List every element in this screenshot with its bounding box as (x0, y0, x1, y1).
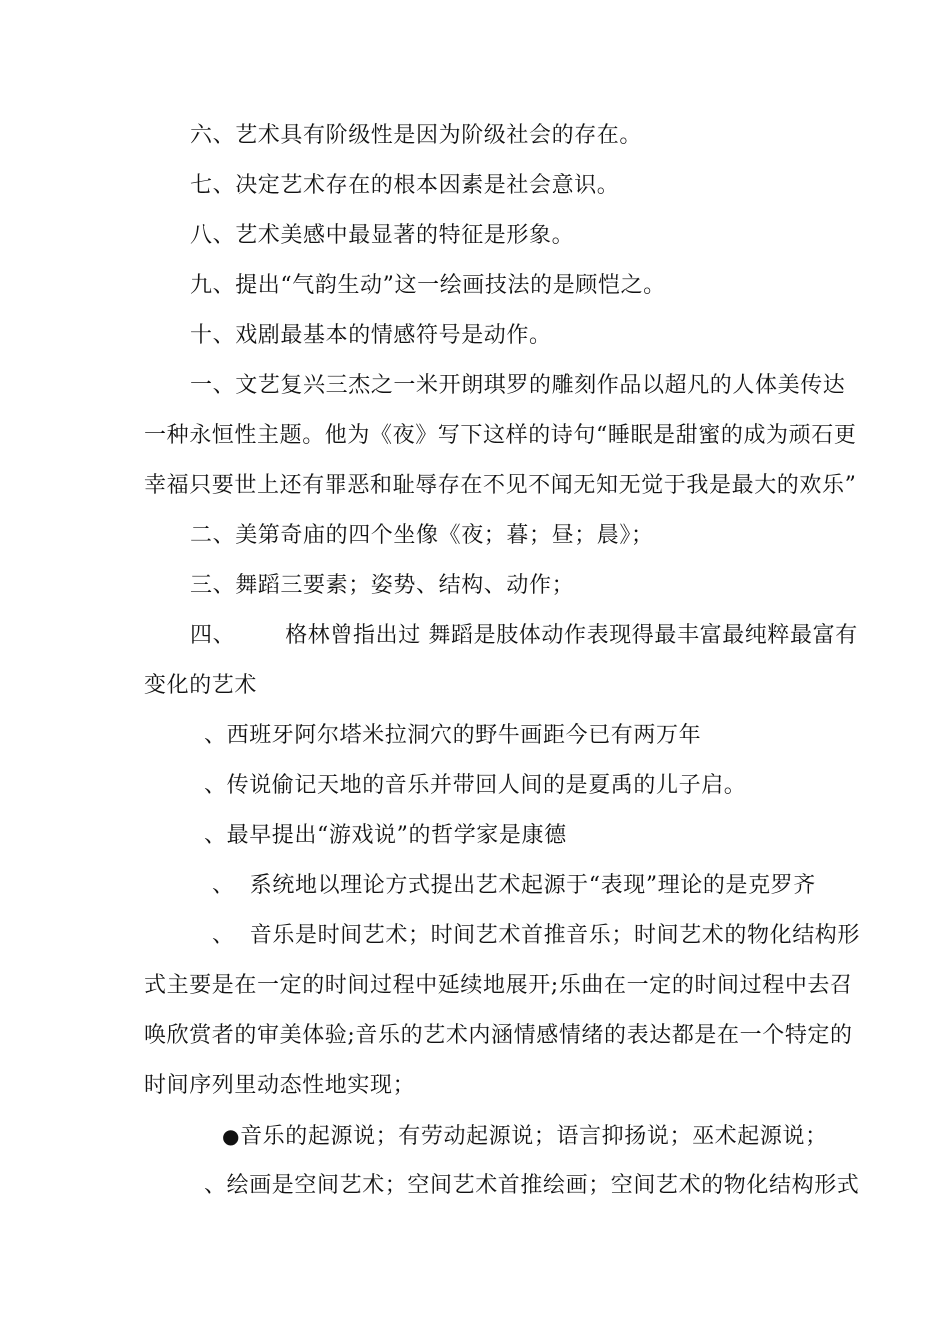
paragraph-four-line (190, 621, 858, 651)
text-line: 、西班牙阿尔塔米拉洞穴的野牛画距今已有两万年 (204, 723, 702, 748)
text-line: 唤欣赏者的审美体验;音乐的艺术内涵情感情绪的表达都是在一个特定的 (144, 1023, 853, 1048)
text-line: 七、决定艺术存在的根本因素是社会意识。 (190, 173, 620, 198)
bullet-text: 音乐的起源说；有劳动起源说；语言抑扬说；巫术起源说； (240, 1124, 828, 1149)
bullet-line (222, 1121, 828, 1151)
text-line: 二、美第奇庙的四个坐像《夜；暮；昼；晨》； (190, 523, 654, 548)
text-line: 式主要是在一定的时间过程中延续地展开;乐曲在一定的时间过程中去召 (144, 973, 853, 998)
text-line: 幸福只要世上还有罪恶和耻辱存在不见不闻无知无觉于我是最大的欢乐” (144, 473, 857, 498)
paragraph-four-text: 格林曾指出过 舞蹈是肢体动作表现得最丰富最纯粹最富有 (285, 623, 858, 648)
text-line: 九、提出“气韵生动”这一绘画技法的是顾恺之。 (190, 273, 666, 298)
text-line: 三、舞蹈三要素；姿势、结构、动作； (190, 573, 575, 598)
text-line: 、绘画是空间艺术；空间艺术首推绘画；空间艺术的物化结构形式 (204, 1173, 860, 1198)
text-line: 六、艺术具有阶级性是因为阶级社会的存在。 (190, 123, 643, 148)
text-line: 八、艺术美感中最显著的特征是形象。 (190, 223, 575, 248)
text-line: 、 音乐是时间艺术；时间艺术首推音乐；时间艺术的物化结构形 (212, 923, 860, 948)
text-line: 、传说偷记天地的音乐并带回人间的是夏禹的儿子启。 (204, 773, 747, 798)
bullet-icon: ● (222, 1124, 241, 1148)
text-line: 、 系统地以理论方式提出艺术起源于“表现”理论的是克罗齐 (212, 873, 816, 898)
text-line: 时间序列里动态性地实现； (144, 1073, 416, 1098)
text-line: 一、文艺复兴三杰之一米开朗琪罗的雕刻作品以超凡的人体美传达 (190, 373, 846, 398)
text-line: 、最早提出“游戏说”的哲学家是康德 (204, 823, 567, 848)
text-line: 十、戏剧最基本的情感符号是动作。 (190, 323, 552, 348)
text-line: 一种永恒性主题。他为《夜》写下这样的诗句“睡眠是甜蜜的成为顽石更 (144, 423, 857, 448)
text-line: 变化的艺术 (144, 673, 258, 698)
paragraph-four-number: 四、 (190, 623, 236, 648)
